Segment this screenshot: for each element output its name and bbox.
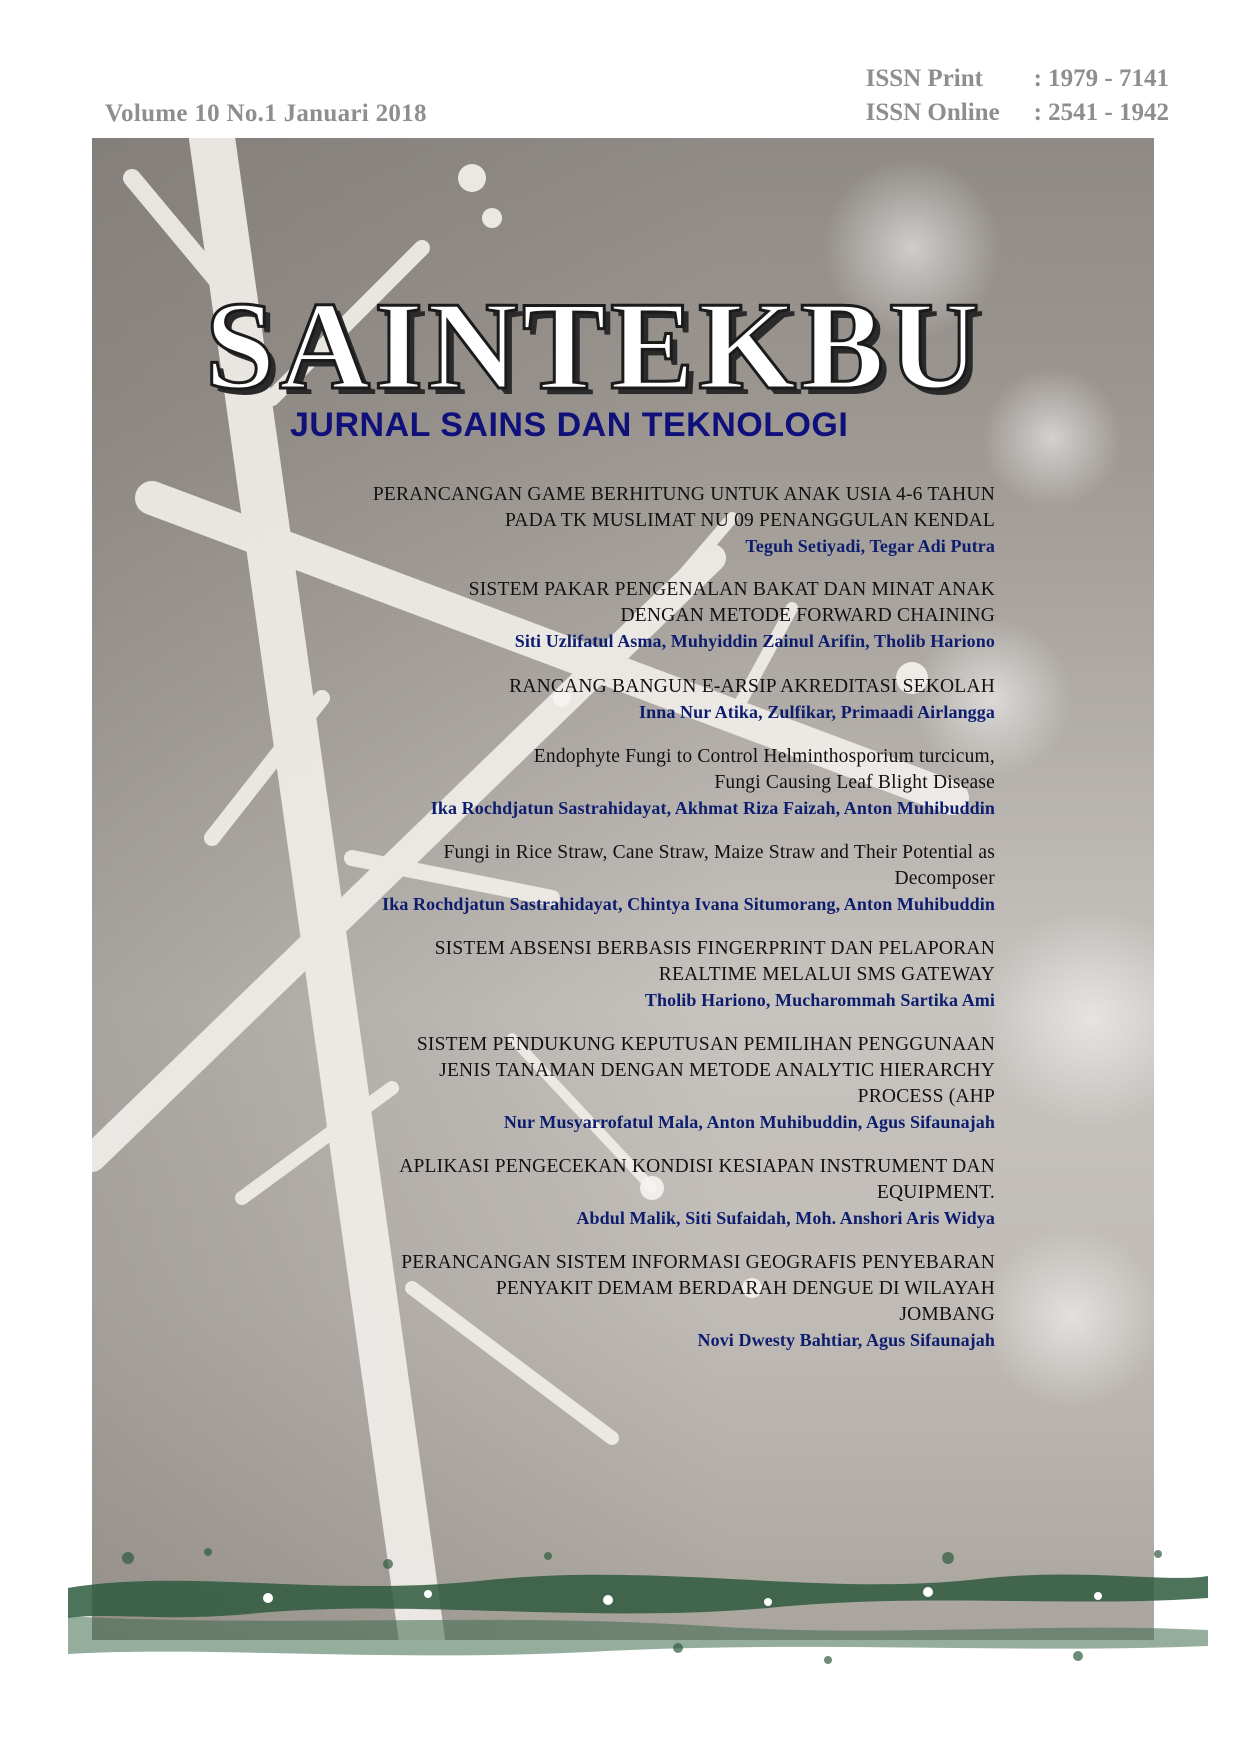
article-authors: Novi Dwesty Bahtiar, Agus Sifaunajah	[697, 1330, 995, 1350]
article-entry	[175, 1032, 995, 1134]
article-authors: Siti Uzlifatul Asma, Muhyiddin Zainul Arifin, Tholib Hariono	[514, 631, 995, 651]
article-title-line: Endophyte Fungi to Control Helminthosporium turcicum,	[533, 746, 995, 767]
article-title-line: APLIKASI PENGECEKAN KONDISI KESIAPAN INSTRUMENT DAN	[399, 1156, 995, 1177]
article-title-line: Decomposer	[894, 868, 995, 889]
article-entry	[175, 482, 995, 558]
article-entry	[175, 936, 995, 1012]
grunge-border-decoration	[68, 1528, 1208, 1698]
article-authors: Ika Rochdjatun Sastrahidayat, Chintya Ivana Situmorang, Anton Muhibuddin	[382, 894, 995, 914]
article-entry	[175, 1154, 995, 1230]
issn-online-label: ISSN Online	[865, 99, 1000, 126]
article-authors: Inna Nur Atika, Zulfikar, Primaadi Airlangga	[639, 702, 995, 722]
article-authors: Teguh Setiyadi, Tegar Adi Putra	[745, 536, 995, 556]
article-entry	[175, 744, 995, 820]
article-entry	[175, 840, 995, 916]
article-title-line: SISTEM PENDUKUNG KEPUTUSAN PEMILIHAN PENGGUNAAN	[416, 1034, 995, 1055]
issn-print-value: : 1979 - 7141	[1033, 65, 1169, 92]
article-title-line: PERANCANGAN SISTEM INFORMASI GEOGRAFIS PENYEBARAN	[401, 1252, 995, 1273]
article-title-line: Fungi Causing Leaf Blight Disease	[714, 772, 995, 793]
article-entry	[175, 1250, 995, 1352]
issn-block	[866, 62, 1169, 130]
article-entry	[175, 577, 995, 653]
article-entry	[175, 674, 995, 724]
article-title-line: DENGAN METODE FORWARD CHAINING	[620, 605, 995, 626]
article-authors: Ika Rochdjatun Sastrahidayat, Akhmat Riza Faizah, Anton Muhibuddin	[430, 798, 995, 818]
article-title-line: JOMBANG	[899, 1304, 995, 1325]
article-title-line: SISTEM ABSENSI BERBASIS FINGERPRINT DAN PELAPORAN	[434, 938, 995, 959]
article-title-line: PADA TK MUSLIMAT NU 09 PENANGGULAN KENDAL	[505, 510, 995, 531]
article-authors: Abdul Malik, Siti Sufaidah, Moh. Anshori Aris Widya	[576, 1208, 995, 1228]
volume-issue-label: Volume 10 No.1 Januari 2018	[105, 100, 427, 127]
journal-subtitle: JURNAL SAINS DAN TEKNOLOGI	[290, 406, 849, 444]
article-authors: Tholib Hariono, Mucharommah Sartika Ami	[644, 990, 995, 1010]
article-title-line: Fungi in Rice Straw, Cane Straw, Maize Straw and Their Potential as	[443, 842, 995, 863]
article-title-line: SISTEM PAKAR PENGENALAN BAKAT DAN MINAT ANAK	[468, 579, 995, 600]
journal-masthead: SAINTEKBU	[205, 277, 984, 416]
article-title-line: PENYAKIT DEMAM BERDARAH DENGUE DI WILAYAH	[495, 1278, 995, 1299]
issn-print-label: ISSN Print	[865, 65, 983, 92]
article-title-line: JENIS TANAMAN DENGAN METODE ANALYTIC HIERARCHY	[439, 1060, 995, 1081]
article-title-line: PROCESS (AHP	[857, 1086, 995, 1107]
article-title-line: REALTIME MELALUI SMS GATEWAY	[658, 964, 995, 985]
article-title-line: EQUIPMENT.	[876, 1182, 995, 1203]
article-title-line: PERANCANGAN GAME BERHITUNG UNTUK ANAK USIA 4-6 TAHUN	[372, 484, 995, 505]
issn-online-value: : 2541 - 1942	[1033, 99, 1169, 126]
article-title-line: RANCANG BANGUN E-ARSIP AKREDITASI SEKOLAH	[509, 676, 995, 697]
article-authors: Nur Musyarrofatul Mala, Anton Muhibuddin, Agus Sifaunajah	[503, 1112, 995, 1132]
